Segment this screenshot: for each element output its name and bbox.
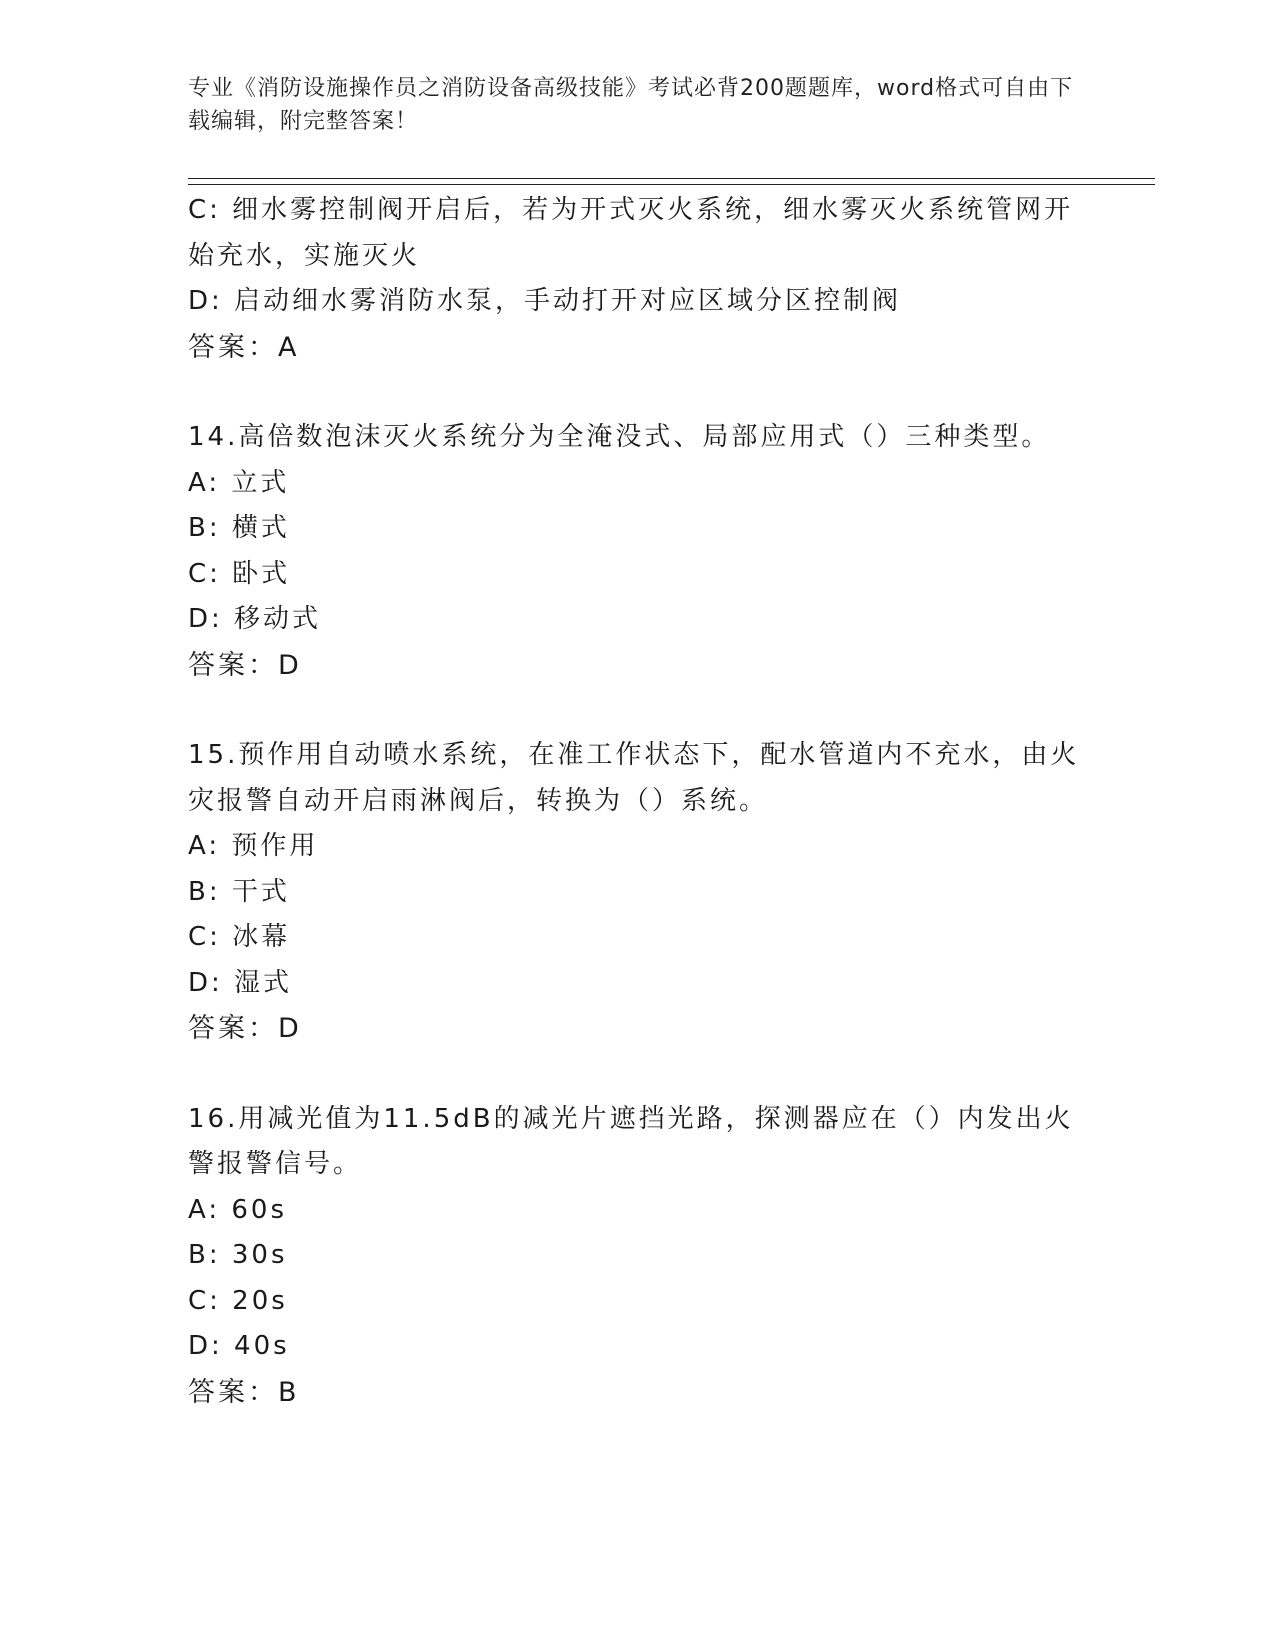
spacer: [188, 370, 1088, 415]
option-a: A: 预作用: [188, 831, 319, 861]
answer: 答案：D: [188, 649, 302, 681]
question-stem: 16.用减光值为11.5dB的减光片遮挡光路，探测器应在（）内发出火警报警信号。: [188, 1103, 1074, 1179]
question-stem: 14.高倍数泡沫灭火系统分为全淹没式、局部应用式（）三种类型。: [188, 422, 1051, 452]
option-b: B: 30s: [188, 1240, 288, 1270]
answer: 答案：D: [188, 1013, 302, 1044]
option-c: C: 卧式: [188, 558, 291, 589]
option-d: D: 40s: [188, 1331, 290, 1361]
option-d: D: 移动式: [188, 604, 322, 634]
option-a: A: 60s: [188, 1194, 287, 1225]
option-a: A: 立式: [188, 467, 290, 498]
question-content: [188, 188, 1088, 1415]
header-rule-bottom: [188, 184, 1155, 185]
answer: 答案：A: [188, 331, 300, 363]
option-c: C: 冰幕: [188, 922, 291, 952]
option-b: B: 横式: [188, 513, 290, 543]
question-13-continued: [188, 188, 1088, 370]
option-d: D: 启动细水雾消防水泵，手动打开对应区域分区控制阀: [188, 286, 902, 316]
header-rule-top: [188, 178, 1155, 179]
spacer: [188, 1052, 1088, 1097]
spacer: [188, 688, 1088, 733]
answer: 答案：B: [188, 1376, 300, 1408]
option-d: D: 湿式: [188, 967, 293, 998]
option-c: C: 细水雾控制阀开启后，若为开式灭火系统，细水雾灭火系统管网开始充水，实施灭火: [188, 195, 1074, 271]
question-15: [188, 733, 1088, 1052]
option-b: B: 干式: [188, 876, 290, 907]
document-header: 专业《消防设施操作员之消防设备高级技能》考试必背200题题库，word格式可自由下载编辑，附完整答案！: [188, 76, 1074, 134]
question-14: [188, 415, 1088, 688]
question-stem: 15.预作用自动喷水系统，在准工作状态下，配水管道内不充水，由火灾报警自动开启雨淋阀后，转换为（）系统。: [188, 740, 1080, 816]
option-c: C: 20s: [188, 1285, 288, 1316]
question-16: [188, 1097, 1088, 1416]
